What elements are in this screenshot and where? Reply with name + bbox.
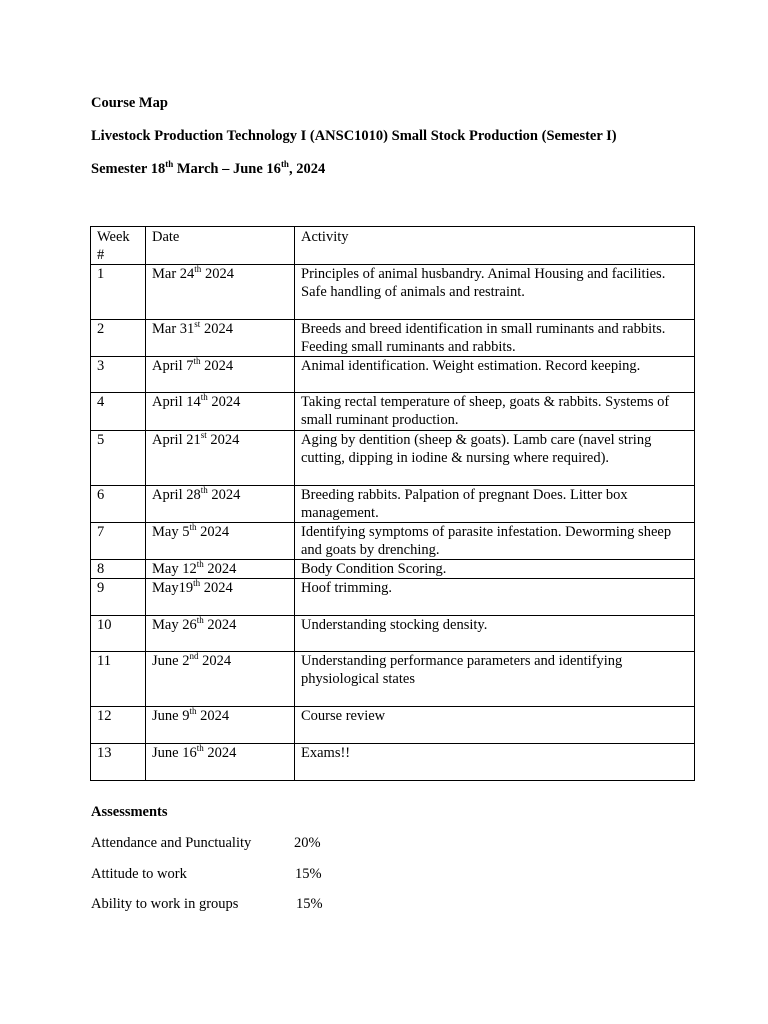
- header-activity: Activity: [295, 227, 695, 265]
- week-cell: 8: [91, 560, 146, 579]
- assessments-title: Assessments: [91, 804, 168, 820]
- activity-cell: Exams!!: [295, 744, 695, 781]
- date-day: April 14: [152, 394, 201, 410]
- date-day: April 28: [152, 487, 201, 503]
- table-row: [91, 652, 695, 707]
- date-day: May 5: [152, 524, 190, 540]
- date-ordinal-suffix: th: [193, 578, 201, 588]
- week-cell: 13: [91, 744, 146, 781]
- date-cell: [146, 616, 295, 652]
- date-year: 2024: [203, 561, 237, 577]
- date-year: 2024: [200, 358, 234, 374]
- date-cell: [146, 320, 295, 357]
- course-map-table: [90, 226, 695, 781]
- date-cell: [146, 652, 295, 707]
- date-ordinal-suffix: th: [196, 615, 204, 625]
- date-year: 2024: [200, 580, 233, 596]
- table-row: [91, 357, 695, 393]
- table-row: [91, 320, 695, 357]
- table-row: [91, 486, 695, 523]
- assessment-label: Attitude to work: [91, 866, 187, 882]
- date-day: May19: [152, 580, 194, 596]
- date-year: 2024: [198, 653, 232, 669]
- semester-dates: [91, 161, 325, 178]
- semester-sup-start: th: [165, 159, 174, 169]
- week-cell: 9: [91, 579, 146, 616]
- date-ordinal-suffix: st: [200, 430, 207, 440]
- table-row: [91, 616, 695, 652]
- activity-cell: Identifying symptoms of parasite infestation. Deworming sheep and goats by drenching.: [295, 523, 695, 560]
- week-cell: 11: [91, 652, 146, 707]
- assessment-value: 15%: [296, 896, 323, 912]
- date-cell: [146, 393, 295, 431]
- activity-cell: Understanding stocking density.: [295, 616, 695, 652]
- activity-cell: Principles of animal husbandry. Animal Housing and facilities. Safe handling of animals and restraint.: [295, 265, 695, 320]
- page-title: Course Map: [91, 95, 168, 111]
- week-cell: 7: [91, 523, 146, 560]
- date-year: 2024: [196, 708, 230, 724]
- date-ordinal-suffix: th: [196, 559, 204, 569]
- table-row: [91, 431, 695, 486]
- date-day: April 7: [152, 358, 194, 374]
- activity-cell: Course review: [295, 707, 695, 744]
- assessment-value: 15%: [295, 866, 322, 882]
- date-cell: [146, 431, 295, 486]
- date-ordinal-suffix: th: [200, 485, 208, 495]
- semester-sup-end: th: [280, 159, 289, 169]
- header-date: Date: [146, 227, 295, 265]
- semester-prefix: Semester 18: [91, 161, 166, 177]
- date-year: 2024: [203, 745, 237, 761]
- date-year: 2024: [207, 394, 241, 410]
- date-year: 2024: [196, 524, 230, 540]
- activity-cell: Animal identification. Weight estimation. Record keeping.: [295, 357, 695, 393]
- table-row: [91, 393, 695, 431]
- date-cell: [146, 707, 295, 744]
- date-year: 2024: [201, 266, 234, 282]
- date-ordinal-suffix: th: [189, 706, 197, 716]
- activity-cell: Hoof trimming.: [295, 579, 695, 616]
- date-ordinal-suffix: th: [194, 264, 202, 274]
- date-day: June 2: [152, 653, 190, 669]
- table-row: [91, 744, 695, 781]
- date-day: May 26: [152, 617, 197, 633]
- course-title: Livestock Production Technology I (ANSC1010) Small Stock Production (Semester I): [91, 128, 617, 144]
- activity-cell: Understanding performance parameters and identifying physiological states: [295, 652, 695, 707]
- week-cell: 12: [91, 707, 146, 744]
- table-body: [91, 265, 695, 781]
- date-year: 2024: [206, 432, 240, 448]
- date-day: April 21: [152, 432, 201, 448]
- date-cell: [146, 579, 295, 616]
- date-day: June 16: [152, 745, 197, 761]
- date-cell: [146, 486, 295, 523]
- week-cell: 5: [91, 431, 146, 486]
- date-year: 2024: [207, 487, 241, 503]
- date-cell: [146, 560, 295, 579]
- table-row: [91, 560, 695, 579]
- activity-cell: Taking rectal temperature of sheep, goats & rabbits. Systems of small ruminant production.: [295, 393, 695, 431]
- table-header-row: [91, 227, 695, 265]
- week-cell: 2: [91, 320, 146, 357]
- date-day: May 12: [152, 561, 197, 577]
- week-cell: 6: [91, 486, 146, 523]
- date-ordinal-suffix: th: [200, 392, 208, 402]
- date-cell: [146, 523, 295, 560]
- activity-cell: Body Condition Scoring.: [295, 560, 695, 579]
- semester-suffix: , 2024: [288, 161, 326, 177]
- week-cell: 10: [91, 616, 146, 652]
- header-week: Week #: [91, 227, 146, 265]
- table-row: [91, 265, 695, 320]
- assessment-label: Attendance and Punctuality: [91, 835, 252, 851]
- semester-mid: March – June 16: [173, 161, 281, 177]
- activity-cell: Breeding rabbits. Palpation of pregnant Does. Litter box management.: [295, 486, 695, 523]
- date-ordinal-suffix: th: [193, 356, 201, 366]
- week-cell: 1: [91, 265, 146, 320]
- assessment-label: Ability to work in groups: [91, 896, 239, 912]
- date-ordinal-suffix: th: [196, 743, 204, 753]
- date-year: 2024: [200, 321, 233, 337]
- date-day: June 9: [152, 708, 190, 724]
- date-ordinal-suffix: nd: [189, 651, 199, 661]
- date-ordinal-suffix: st: [194, 319, 201, 329]
- activity-cell: Breeds and breed identification in small ruminants and rabbits. Feeding small ruminants and rabbits.: [295, 320, 695, 357]
- date-day: Mar 24: [152, 266, 195, 282]
- week-cell: 3: [91, 357, 146, 393]
- date-cell: [146, 744, 295, 781]
- date-cell: [146, 357, 295, 393]
- assessment-value: 20%: [294, 835, 321, 851]
- table-row: [91, 523, 695, 560]
- table-row: [91, 707, 695, 744]
- date-ordinal-suffix: th: [189, 522, 197, 532]
- week-cell: 4: [91, 393, 146, 431]
- date-cell: [146, 265, 295, 320]
- table-row: [91, 579, 695, 616]
- date-day: Mar 31: [152, 321, 195, 337]
- date-year: 2024: [203, 617, 237, 633]
- activity-cell: Aging by dentition (sheep & goats). Lamb care (navel string cutting, dipping in iodine & nursing where required).: [295, 431, 695, 486]
